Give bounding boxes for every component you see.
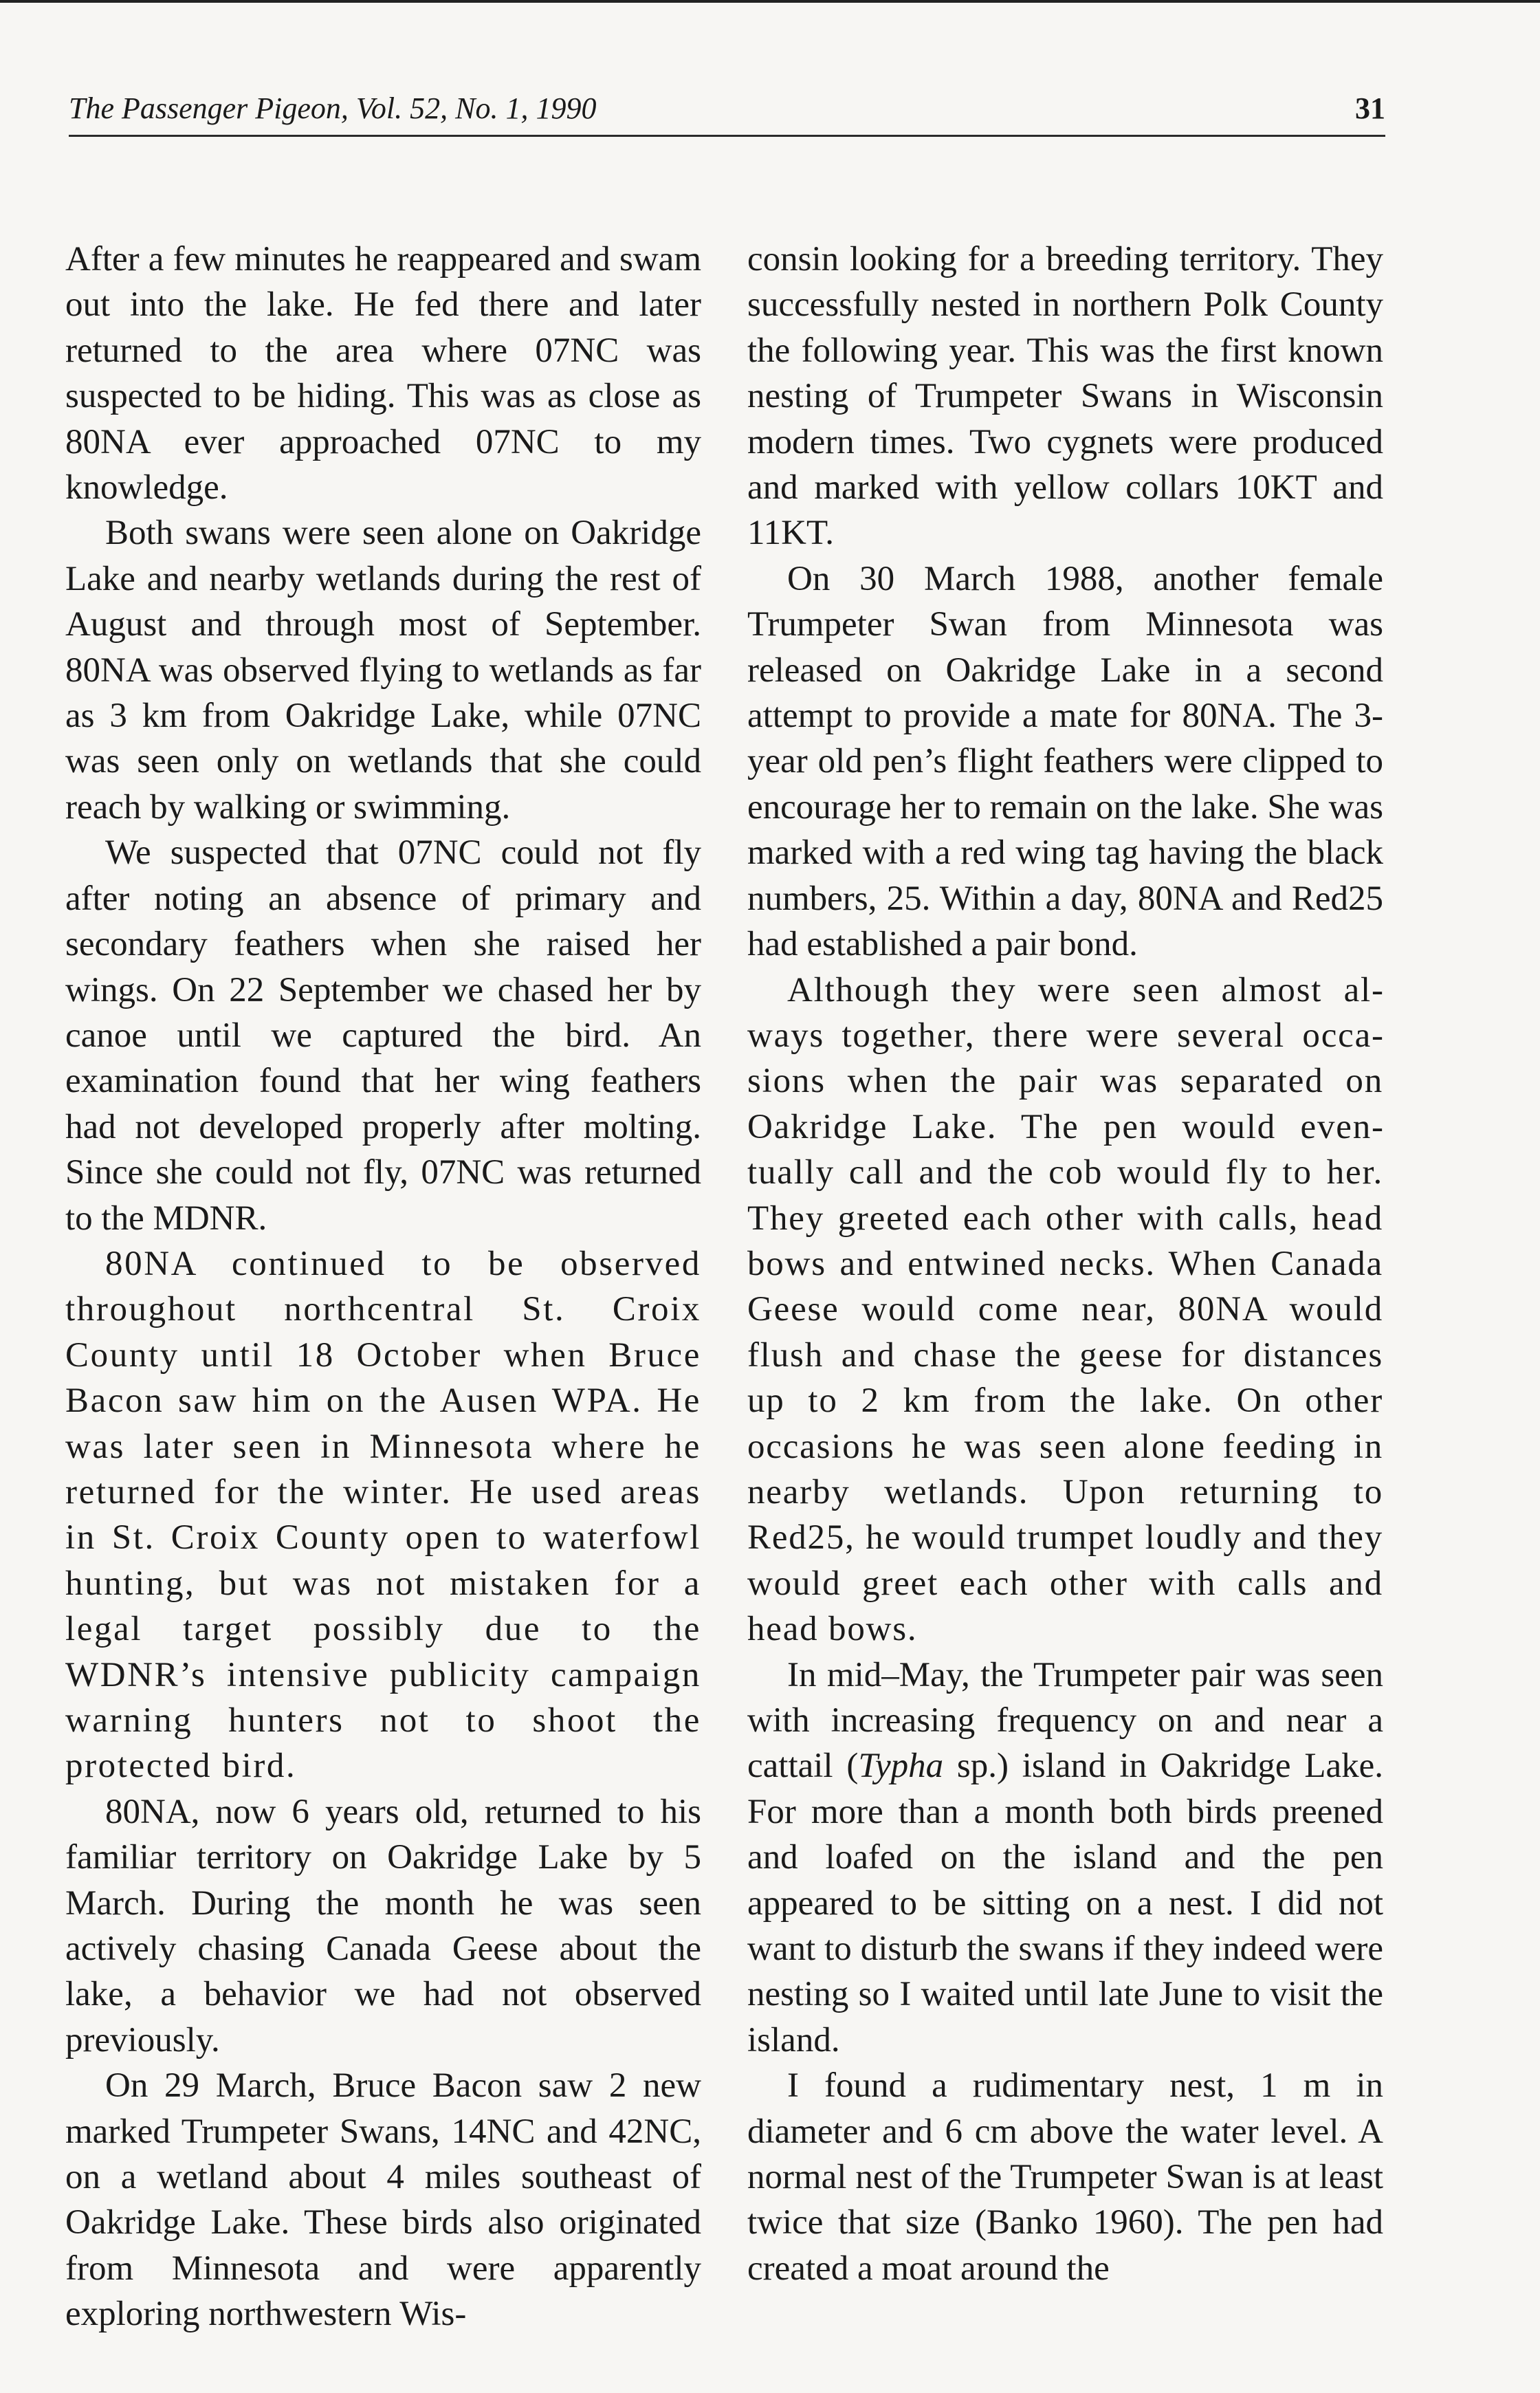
paragraph [747, 1652, 1383, 2064]
paragraph: I found a rudimentary nest, 1 m in diameter and 6 cm above the water level. A normal nest of the Trumpeter Swan is at least twice that size (Banko 1960). The pen had created a moat around the [747, 2066, 1383, 2288]
left-column [65, 237, 701, 2337]
paragraph: On 30 March 1988, another female Trumpeter Swan from Minnesota was released on Oakridge Lake in a second attempt to provide a mate for 80NA. The 3-year old pen’s flight feathers were clipped to encourage her to remain on the lake. She was marked with a red wing tag having the black numbers, 25. Within a day, 80NA and Red25 had established a pair bond. [747, 559, 1383, 964]
paragraph-text: sp.) island in Oakridge Lake. For more than a month both birds preened and loafed on the island and the pen appeared to be sitting on a nest. I did not want to disturb the swans if they indeed were nesting so I waited until late June to visit the island. [747, 1747, 1383, 2059]
paragraph: Although they were seen almost always together, there were several occasions when the pair was separated on Oakridge Lake. The pen would eventually call and the cob would fly to her. They greeted each other with calls, head bows and entwined necks. When Canada Geese would come near, 80NA would flush and chase the geese for distances up to 2 km from the lake. On other occasions he was seen alone feeding in nearby wetlands. Upon returning to Red25, he would trumpet loudly and they would greet each other with calls and head bows. [747, 970, 1383, 1649]
paragraph: After a few minutes he reappeared and swam out into the lake. He fed there and later returned to the area where 07NC was suspected to be hiding. This was as close as 80NA ever approached 07NC to my knowledge. [65, 240, 701, 507]
running-header [69, 89, 1385, 131]
paragraph: 80NA continued to be observed throughout northcentral St. Croix County until 18 October when Bruce Bacon saw him on the Ausen WPA. He was later seen in Minnesota where he returned for the winter. He used areas in St. Croix County open to waterfowl hunting, but was not mistaken for a legal target possibly due to the WDNR’s intensive publicity campaign warning hunters not to shoot the protected bird. [65, 1244, 701, 1786]
top-border-rule [0, 0, 1540, 3]
paragraph: 80NA, now 6 years old, returned to his familiar territory on Oakridge Lake by 5 March. During the month he was seen actively chasing Canada Geese about the lake, a behavior we had not observed previously. [65, 1792, 701, 2059]
journal-citation: The Passenger Pigeon, Vol. 52, No. 1, 1990 [69, 91, 597, 125]
paragraph: consin looking for a breeding territory. They successfully nested in northern Polk County the following year. This was the first known nesting of Trumpeter Swans in Wisconsin modern times. Two cygnets were produced and marked with yellow collars 10KT and 11KT. [747, 240, 1383, 553]
paragraph-text: In mid–May, the Trumpeter pair was seen with increasing frequency on and near a cattail ( [747, 1655, 1383, 1786]
paragraph: We suspected that 07NC could not fly after noting an absence of primary and secondary feathers when she raised her wings. On 22 September we chased her by canoe until we captured the bird. An examination found that her wing feathers had not developed properly after molting. Since she could not fly, 07NC was returned to the MDNR. [65, 833, 701, 1238]
page-number: 31 [1355, 91, 1385, 125]
right-column [747, 237, 1383, 2291]
genus-name: Typha [858, 1747, 944, 1786]
header-rule [69, 135, 1385, 137]
paragraph: Both swans were seen alone on Oakridge Lake and nearby wetlands during the rest of August and through most of September. 80NA was observed flying to wetlands as far as 3 km from Oakridge Lake, while 07NC was seen only on wetlands that she could reach by walking or swimming. [65, 514, 701, 827]
paragraph: On 29 March, Bruce Bacon saw 2 new marked Trumpeter Swans, 14NC and 42NC, on a wetland about 4 miles southeast of Oakridge Lake. These birds also originated from Minnesota and were apparently exploring northwestern Wis- [65, 2066, 701, 2334]
